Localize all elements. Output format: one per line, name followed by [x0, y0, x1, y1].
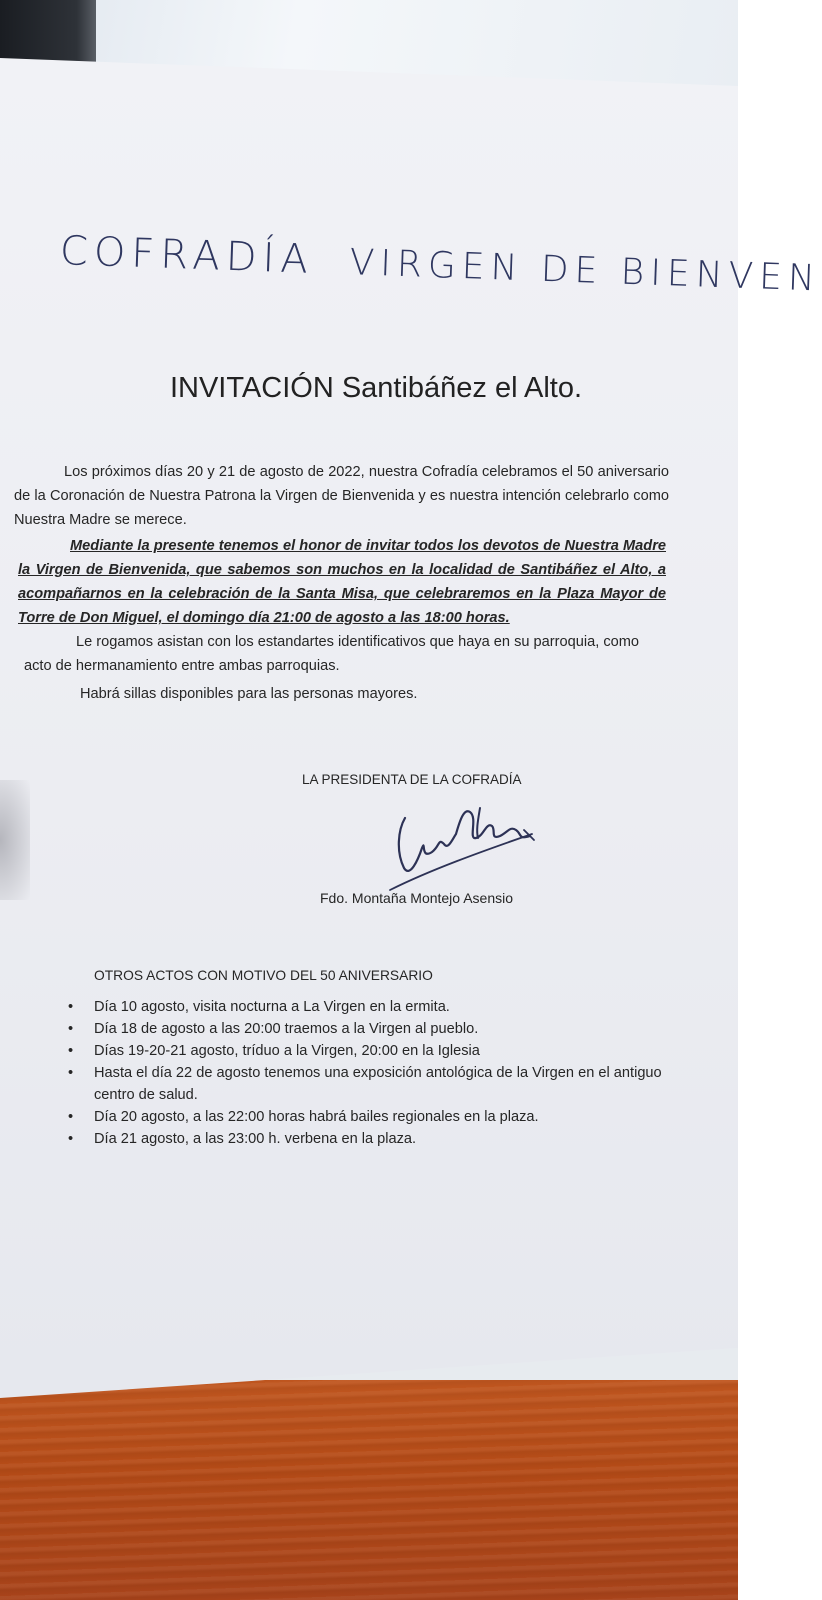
list-item-text: Hasta el día 22 de agosto tenemos una exposición antológica de la Virgen en el antiguo centro de salud. — [94, 1065, 662, 1103]
list-item-text: Día 10 agosto, visita nocturna a La Virgen en la ermita. — [94, 999, 450, 1015]
list-item-text: Día 20 agosto, a las 22:00 horas habrá bailes regionales en la plaza. — [94, 1109, 539, 1125]
handwritten-word-virgen: VIRGEN DE BIENVEN — [348, 242, 822, 300]
wooden-table — [0, 1380, 738, 1600]
list-item — [68, 996, 674, 1018]
other-acts-heading: OTROS ACTOS CON MOTIVO DEL 50 ANIVERSARIO — [94, 968, 433, 983]
paragraph-invitation: Mediante la presente tenemos el honor de invitar todos los devotos de Nuestra Madre la Virgen de Bienvenida, que sabemos son muchos en la localidad de Santibáñez el Alto, a acompañarnos en la celebración de la Santa Misa, que celebraremos en la Plaza Mayor de Torre de Don Miguel, el domingo día 21:00 de agosto a las 18:00 horas. — [18, 538, 666, 626]
list-item — [68, 1106, 674, 1128]
bullet-icon: • — [68, 1065, 74, 1081]
signature-role: LA PRESIDENTA DE LA COFRADÍA — [302, 772, 522, 787]
document-title: INVITACIÓN Santibáñez el Alto. — [169, 372, 583, 404]
bullet-icon: • — [68, 1043, 74, 1059]
list-item — [68, 1128, 674, 1150]
bullet-icon: • — [68, 1109, 74, 1125]
signed-by: Fdo. Montaña Montejo Asensio — [320, 890, 514, 906]
list-item — [68, 1062, 674, 1106]
paper-shadow — [0, 780, 30, 900]
list-item-text: Día 21 agosto, a las 23:00 h. verbena en la plaza. — [94, 1131, 417, 1147]
list-item-text: Día 18 de agosto a las 20:00 traemos a la Virgen al pueblo. — [94, 1021, 479, 1037]
list-item-text: Días 19-20-21 agosto, tríduo a la Virgen, 20:00 en la Iglesia — [94, 1043, 480, 1059]
bullet-icon: • — [68, 1131, 74, 1147]
paragraph-chairs: Habrá sillas disponibles para las personas mayores. — [80, 686, 418, 702]
list-item — [68, 1018, 674, 1040]
paragraph-announcement: Los próximos días 20 y 21 de agosto de 2022, nuestra Cofradía celebramos el 50 aniversario de la Coronación de Nuestra Patrona la Virgen de Bienvenida y es nuestra intención celebrarlo como Nuestra Madre se merece. — [14, 464, 669, 528]
handwritten-word-cofradia: COFRADÍA — [59, 228, 315, 283]
other-acts-list — [64, 996, 674, 1150]
list-item — [68, 1040, 674, 1062]
bullet-icon: • — [68, 1021, 74, 1037]
paragraph-request: Le rogamos asistan con los estandartes identificativos que haya en su parroquia, como acto de hermanamiento entre ambas parroquias. — [24, 634, 639, 674]
bullet-icon: • — [68, 999, 74, 1015]
